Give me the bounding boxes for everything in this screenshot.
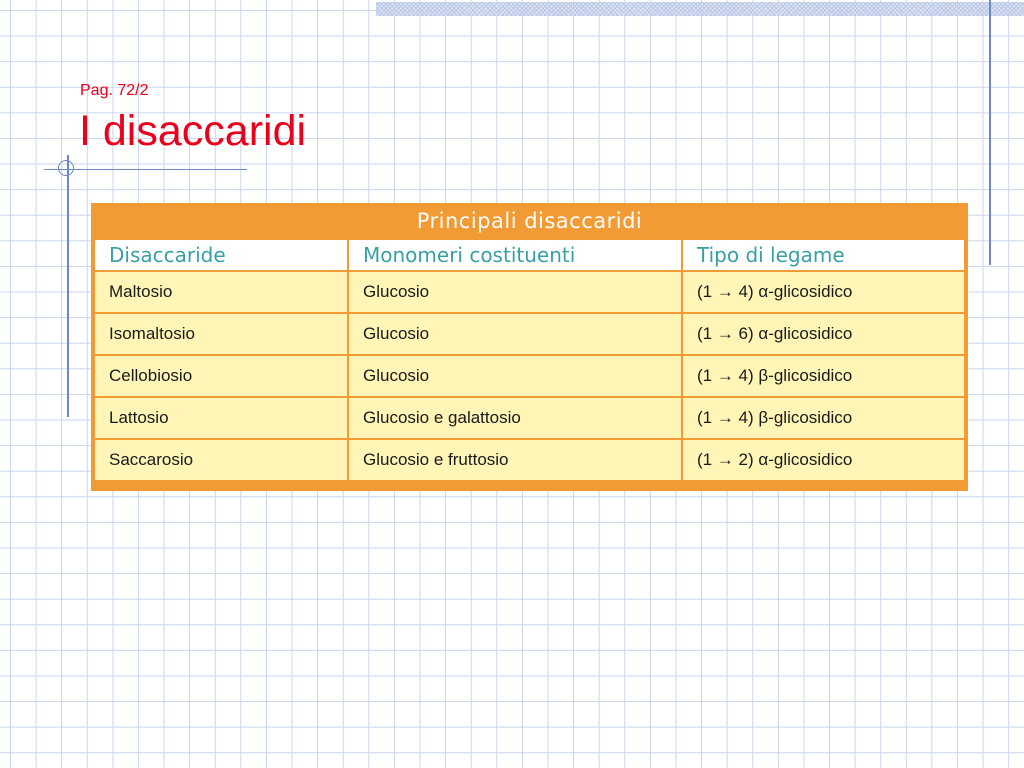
table-row [94, 271, 965, 313]
cell-bond-type: (1 → 4) β-glicosidico [682, 397, 965, 439]
right-vertical-rule [989, 0, 991, 265]
cell-disaccharide: Maltosio [94, 271, 348, 313]
cell-bond-type: (1 → 4) β-glicosidico [682, 355, 965, 397]
top-decorative-band [376, 2, 1024, 16]
table-header-row [94, 239, 965, 271]
cell-monomers: Glucosio [348, 313, 682, 355]
page-reference: Pag. 72/2 [80, 82, 149, 99]
table-caption: Principali disaccaridi [416, 209, 643, 233]
cell-monomers: Glucosio e fruttosio [348, 439, 682, 481]
cell-bond-type: (1 → 6) α-glicosidico [682, 313, 965, 355]
header-bond-type: Tipo di legame [682, 239, 965, 271]
cell-disaccharide: Isomaltosio [94, 313, 348, 355]
cell-bond-type: (1 → 2) α-glicosidico [682, 439, 965, 481]
slide-title: I disaccaridi [79, 107, 307, 155]
disaccharides-table [91, 203, 968, 491]
cell-monomers: Glucosio [348, 271, 682, 313]
header-monomers: Monomeri costituenti [348, 239, 682, 271]
table-grid [93, 238, 966, 482]
cell-monomers: Glucosio e galattosio [348, 397, 682, 439]
cell-monomers: Glucosio [348, 355, 682, 397]
table-row [94, 397, 965, 439]
table-row [94, 313, 965, 355]
table-row [94, 355, 965, 397]
cell-disaccharide: Saccarosio [94, 439, 348, 481]
cell-disaccharide: Lattosio [94, 397, 348, 439]
margin-horizontal-rule [44, 169, 247, 170]
margin-vertical-rule [67, 155, 69, 417]
header-disaccharide: Disaccaride [94, 239, 348, 271]
cell-bond-type: (1 → 4) α-glicosidico [682, 271, 965, 313]
margin-ring-ornament [58, 160, 74, 176]
cell-disaccharide: Cellobiosio [94, 355, 348, 397]
table-row [94, 439, 965, 481]
